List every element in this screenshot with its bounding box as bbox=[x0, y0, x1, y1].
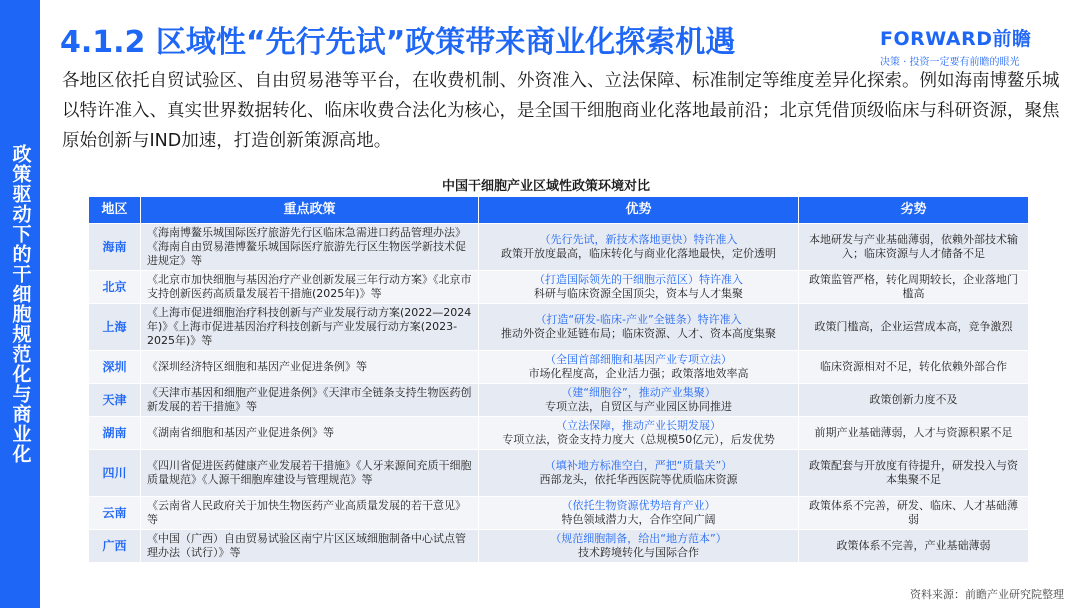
cell-policy: 《云南省人民政府关于加快生物医药产业高质量发展的若干意见》等 bbox=[141, 497, 479, 530]
advantage-highlight: （先行先试，新技术落地更快）特许准入 bbox=[539, 233, 738, 246]
advantage-text: 推动外资企业延链布局；临床资源、人才、资本高度集聚 bbox=[501, 327, 776, 340]
advantage-text: 技术跨境转化与国际合作 bbox=[578, 546, 699, 559]
logo-brand: FORWARD前瞻 bbox=[880, 28, 1032, 50]
header-region: 地区 bbox=[89, 197, 141, 224]
logo-slogan: 决策 · 投资一定要有前瞻的眼光 bbox=[880, 57, 1020, 68]
cell-advantage bbox=[479, 497, 799, 530]
cell-disadvantage: 临床资源相对不足，转化依赖外部合作 bbox=[799, 351, 1029, 384]
cell-policy: 《海南博鳌乐城国际医疗旅游先行区临床急需进口药品管理办法》《海南自由贸易港博鳌乐城国际医疗旅游先行区生物医学新技术促进规定》等 bbox=[141, 224, 479, 271]
cell-advantage bbox=[479, 351, 799, 384]
table-row bbox=[89, 271, 1029, 304]
advantage-text: 西部龙头，依托华西医院等优质临床资源 bbox=[539, 473, 738, 486]
side-bar bbox=[0, 0, 40, 608]
cell-advantage bbox=[479, 271, 799, 304]
advantage-highlight: （依托生物资源优势培育产业） bbox=[561, 499, 716, 512]
cell-region: 天津 bbox=[89, 384, 141, 417]
cell-policy: 《中国（广西）自由贸易试验区南宁片区区域细胞制备中心试点管理办法（试行）》等 bbox=[141, 530, 479, 563]
policy-table bbox=[88, 196, 1029, 563]
cell-disadvantage: 政策配套与开放度有待提升，研发投入与资本集聚不足 bbox=[799, 450, 1029, 497]
logo bbox=[880, 24, 1070, 68]
cell-region: 海南 bbox=[89, 224, 141, 271]
advantage-text: 专项立法，资金支持力度大（总规模50亿元），后发优势 bbox=[502, 433, 775, 446]
cell-advantage bbox=[479, 450, 799, 497]
side-label: 政策驱动下的干细胞规范化与商业化 bbox=[9, 144, 32, 464]
table-row bbox=[89, 304, 1029, 351]
header-disadvantage: 劣势 bbox=[799, 197, 1029, 224]
cell-disadvantage: 前期产业基础薄弱，人才与资源积累不足 bbox=[799, 417, 1029, 450]
cell-policy: 《北京市加快细胞与基因治疗产业创新发展三年行动方案》《北京市支持创新医药高质量发展若干措施(2025年)》等 bbox=[141, 271, 479, 304]
cell-policy: 《天津市基因和细胞产业促进条例》《天津市全链条支持生物医药创新发展的若干措施》等 bbox=[141, 384, 479, 417]
table-row bbox=[89, 530, 1029, 563]
cell-disadvantage: 政策监管严格，转化周期较长，企业落地门槛高 bbox=[799, 271, 1029, 304]
table-header-row bbox=[89, 197, 1029, 224]
cell-advantage bbox=[479, 224, 799, 271]
table-row bbox=[89, 224, 1029, 271]
cell-policy: 《上海市促进细胞治疗科技创新与产业发展行动方案(2022—2024年)》《上海市促进基因治疗科技创新与产业发展行动方案(2023-2025年)》等 bbox=[141, 304, 479, 351]
advantage-text: 专项立法，自贸区与产业园区协同推进 bbox=[545, 400, 732, 413]
cell-region: 北京 bbox=[89, 271, 141, 304]
advantage-highlight: （规范细胞制备，给出“地方范本”） bbox=[550, 532, 727, 545]
cell-region: 上海 bbox=[89, 304, 141, 351]
cell-policy: 《湖南省细胞和基因产业促进条例》等 bbox=[141, 417, 479, 450]
advantage-highlight: （建“细胞谷”，推动产业集聚） bbox=[561, 386, 716, 399]
table-row bbox=[89, 351, 1029, 384]
cell-region: 深圳 bbox=[89, 351, 141, 384]
cell-policy: 《深圳经济特区细胞和基因产业促进条例》等 bbox=[141, 351, 479, 384]
cell-disadvantage: 政策体系不完善，产业基础薄弱 bbox=[799, 530, 1029, 563]
table-row bbox=[89, 497, 1029, 530]
advantage-text: 科研与临床资源全国顶尖，资本与人才集聚 bbox=[534, 287, 743, 300]
table-title: 中国干细胞产业区域性政策环境对比 bbox=[441, 179, 650, 194]
advantage-text: 市场化程度高，企业活力强；政策落地效率高 bbox=[528, 367, 749, 380]
cell-disadvantage: 本地研发与产业基础薄弱，依赖外部技术输入；临床资源与人才储备不足 bbox=[799, 224, 1029, 271]
advantage-highlight: （全国首部细胞和基因产业专项立法） bbox=[545, 353, 732, 366]
source-note: 资料来源：前瞻产业研究院整理 bbox=[910, 588, 1064, 601]
advantage-highlight: （填补地方标准空白，严把“质量关”） bbox=[544, 459, 733, 472]
header-advantage: 优势 bbox=[479, 197, 799, 224]
advantage-highlight: （打造国际领先的干细胞示范区）特许准入 bbox=[534, 273, 743, 286]
intro-paragraph: 各地区依托自贸试验区、自由贸易港等平台，在收费机制、外资准入、立法保障、标准制定等维度差异化探索。例如海南博鳌乐城以特许准入、真实世界数据转化、临床收费合法化为核心，是全国干细胞商业化落地最前沿；北京凭借顶级临床与科研资源，聚焦原始创新与IND加速，打造创新策源高地。 bbox=[62, 71, 1060, 151]
advantage-text: 特色领域潜力大，合作空间广阔 bbox=[561, 513, 716, 526]
table-row bbox=[89, 384, 1029, 417]
advantage-text: 政策开放度最高，临床转化与商业化落地最快，定价透明 bbox=[501, 247, 776, 260]
cell-advantage bbox=[479, 530, 799, 563]
advantage-highlight: （立法保障，推动产业长期发展） bbox=[556, 419, 721, 432]
cell-advantage bbox=[479, 304, 799, 351]
page-title: 4.1.2 区域性“先行先试”政策带来商业化探索机遇 bbox=[60, 25, 736, 60]
cell-region: 湖南 bbox=[89, 417, 141, 450]
cell-disadvantage: 政策创新力度不及 bbox=[799, 384, 1029, 417]
cell-disadvantage: 政策体系不完善，研发、临床、人才基础薄弱 bbox=[799, 497, 1029, 530]
table-row bbox=[89, 450, 1029, 497]
cell-advantage bbox=[479, 384, 799, 417]
cell-disadvantage: 政策门槛高，企业运营成本高，竞争激烈 bbox=[799, 304, 1029, 351]
advantage-highlight: （打造“研发-临床-产业”全链条）特许准入 bbox=[535, 313, 742, 326]
cell-advantage bbox=[479, 417, 799, 450]
cell-region: 云南 bbox=[89, 497, 141, 530]
cell-region: 四川 bbox=[89, 450, 141, 497]
cell-policy: 《四川省促进医药健康产业发展若干措施》《人牙来源间充质干细胞质量规范》《人源干细胞库建设与管理规范》等 bbox=[141, 450, 479, 497]
cell-region: 广西 bbox=[89, 530, 141, 563]
table-row bbox=[89, 417, 1029, 450]
header-policy: 重点政策 bbox=[141, 197, 479, 224]
